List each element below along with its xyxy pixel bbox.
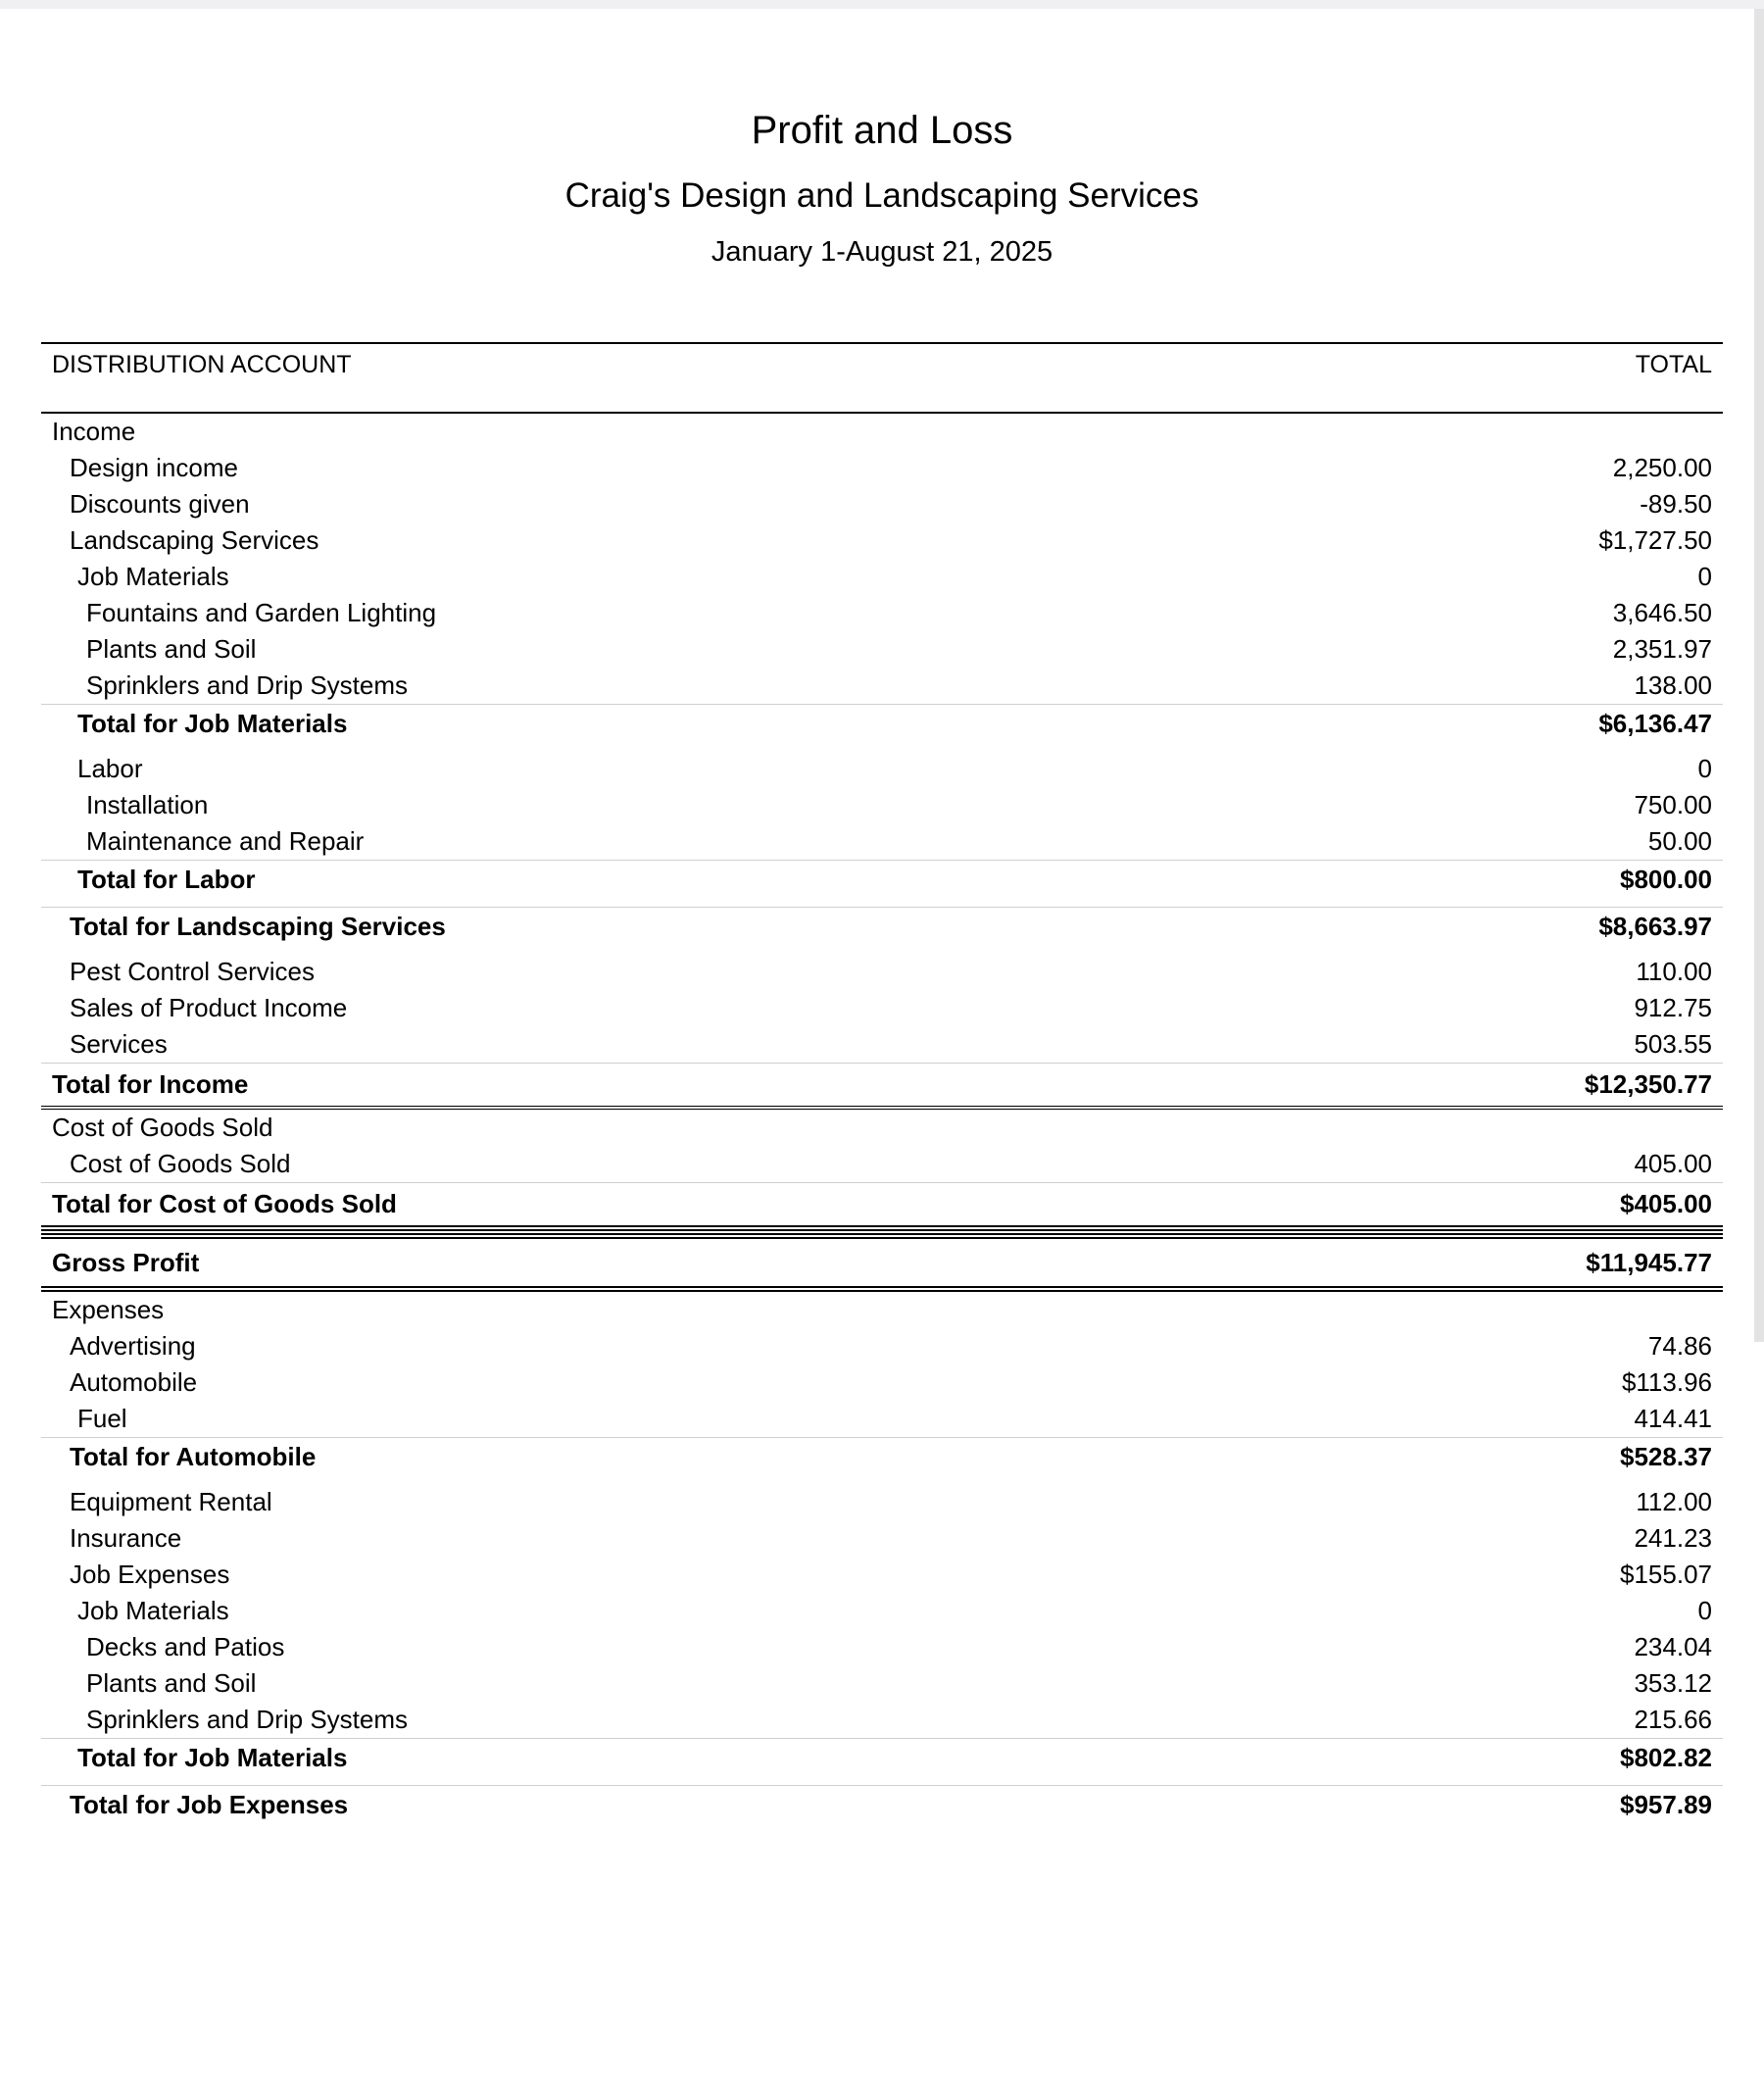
subtotal-row — [41, 860, 1723, 899]
row-label: Plants and Soil — [86, 634, 257, 664]
subtotal-row — [41, 704, 1723, 743]
row-value: $6,136.47 — [1598, 709, 1712, 738]
row-label: Decks and Patios — [86, 1632, 285, 1661]
row-label: Income — [52, 417, 136, 446]
table-row — [41, 559, 1723, 595]
table-row — [41, 1557, 1723, 1593]
row-value: 215.66 — [1634, 1705, 1712, 1734]
report-header — [0, 96, 1764, 276]
row-label: Total for Job Materials — [77, 1743, 348, 1772]
table-row — [41, 450, 1723, 486]
table-row — [41, 595, 1723, 631]
row-value: 405.00 — [1634, 1149, 1712, 1178]
table-row — [41, 787, 1723, 823]
row-value: 2,250.00 — [1612, 453, 1712, 482]
table-row — [41, 990, 1723, 1026]
row-label: Fountains and Garden Lighting — [86, 598, 437, 627]
table-row — [41, 668, 1723, 704]
row-label: Total for Automobile — [70, 1442, 317, 1471]
row-value: $11,945.77 — [1586, 1247, 1712, 1277]
table-row — [41, 522, 1723, 559]
table-row — [41, 1702, 1723, 1738]
subtotal-row — [41, 1785, 1723, 1824]
row-label: Job Materials — [77, 1596, 229, 1625]
row-label: Total for Job Expenses — [70, 1790, 349, 1819]
row-label: Gross Profit — [52, 1247, 200, 1277]
column-account: DISTRIBUTION ACCOUNT — [52, 351, 352, 378]
row-label: Labor — [77, 754, 143, 783]
row-value: $528.37 — [1620, 1442, 1712, 1471]
row-value: $1,727.50 — [1598, 525, 1712, 555]
row-value: $155.07 — [1620, 1560, 1712, 1589]
top-bar — [0, 0, 1764, 9]
subtotal-row — [41, 1738, 1723, 1777]
table-row — [41, 1629, 1723, 1665]
company-name: Craig's Design and Landscaping Services — [564, 176, 1200, 215]
row-value: $800.00 — [1620, 865, 1712, 894]
table-row — [41, 486, 1723, 522]
report-table — [41, 342, 1723, 1824]
total-cogs-row — [41, 1182, 1723, 1231]
row-label: Maintenance and Repair — [86, 826, 365, 856]
table-row — [41, 1401, 1723, 1437]
row-label: Cost of Goods Sold — [70, 1149, 291, 1178]
row-value: 3,646.50 — [1612, 598, 1712, 627]
row-value: $957.89 — [1620, 1790, 1712, 1819]
row-label: Landscaping Services — [70, 525, 319, 555]
row-label: Sprinklers and Drip Systems — [86, 670, 408, 700]
row-value: 74.86 — [1647, 1331, 1712, 1361]
table-row — [41, 1026, 1723, 1063]
row-value: 50.00 — [1647, 826, 1712, 856]
row-value: 234.04 — [1634, 1632, 1712, 1661]
row-value: 110.00 — [1636, 957, 1712, 986]
row-label: Fuel — [77, 1404, 127, 1433]
row-label: Total for Cost of Goods Sold — [52, 1189, 397, 1218]
gross-profit-row — [41, 1233, 1723, 1292]
row-label: Automobile — [70, 1367, 198, 1397]
section-income — [41, 414, 1723, 450]
total-income-row — [41, 1063, 1723, 1110]
row-value: $405.00 — [1620, 1189, 1712, 1218]
table-row — [41, 1328, 1723, 1364]
column-total: TOTAL — [1635, 351, 1712, 378]
row-value: 112.00 — [1636, 1487, 1712, 1516]
row-label: Cost of Goods Sold — [52, 1113, 273, 1142]
row-label: Discounts given — [70, 489, 250, 519]
row-value: $12,350.77 — [1584, 1069, 1712, 1099]
row-value: 912.75 — [1634, 993, 1712, 1022]
row-label: Equipment Rental — [70, 1487, 272, 1516]
row-value: $802.82 — [1620, 1743, 1712, 1772]
row-value: 414.41 — [1634, 1404, 1712, 1433]
row-value: 138.00 — [1634, 670, 1712, 700]
row-value: 750.00 — [1634, 790, 1712, 819]
date-range: January 1-August 21, 2025 — [710, 236, 1054, 268]
row-label: Sprinklers and Drip Systems — [86, 1705, 408, 1734]
row-value: 241.23 — [1634, 1523, 1712, 1553]
section-cogs — [41, 1110, 1723, 1146]
row-value: 0 — [1697, 1596, 1712, 1625]
table-row — [41, 1665, 1723, 1702]
row-label: Total for Labor — [77, 865, 256, 894]
table-row — [41, 954, 1723, 990]
table-row — [41, 1146, 1723, 1182]
row-value: 353.12 — [1634, 1668, 1712, 1698]
subtotal-row — [41, 907, 1723, 946]
subtotal-row — [41, 1437, 1723, 1476]
row-label: Installation — [86, 790, 209, 819]
column-header — [41, 342, 1723, 414]
row-label: Design income — [70, 453, 238, 482]
section-expenses — [41, 1292, 1723, 1328]
row-label: Total for Income — [52, 1069, 249, 1099]
row-label: Services — [70, 1029, 168, 1059]
table-row — [41, 631, 1723, 668]
row-value: 0 — [1697, 754, 1712, 783]
table-row — [41, 751, 1723, 787]
row-label: Total for Landscaping Services — [70, 912, 446, 941]
row-value: 503.55 — [1634, 1029, 1712, 1059]
row-label: Sales of Product Income — [70, 993, 348, 1022]
table-row — [41, 1593, 1723, 1629]
table-row — [41, 823, 1723, 860]
row-value: 0 — [1697, 562, 1712, 591]
row-label: Job Materials — [77, 562, 229, 591]
table-row — [41, 1520, 1723, 1557]
row-label: Expenses — [52, 1295, 165, 1324]
row-value: $113.96 — [1621, 1367, 1712, 1397]
row-value: $8,663.97 — [1598, 912, 1712, 941]
row-value: 2,351.97 — [1612, 634, 1712, 664]
row-value: -89.50 — [1640, 489, 1712, 519]
row-label: Total for Job Materials — [77, 709, 348, 738]
report-title: Profit and Loss — [751, 109, 1013, 152]
row-label: Insurance — [70, 1523, 182, 1553]
row-label: Pest Control Services — [70, 957, 315, 986]
row-label: Plants and Soil — [86, 1668, 257, 1698]
row-label: Job Expenses — [70, 1560, 230, 1589]
table-row — [41, 1484, 1723, 1520]
row-label: Advertising — [70, 1331, 196, 1361]
table-row — [41, 1364, 1723, 1401]
